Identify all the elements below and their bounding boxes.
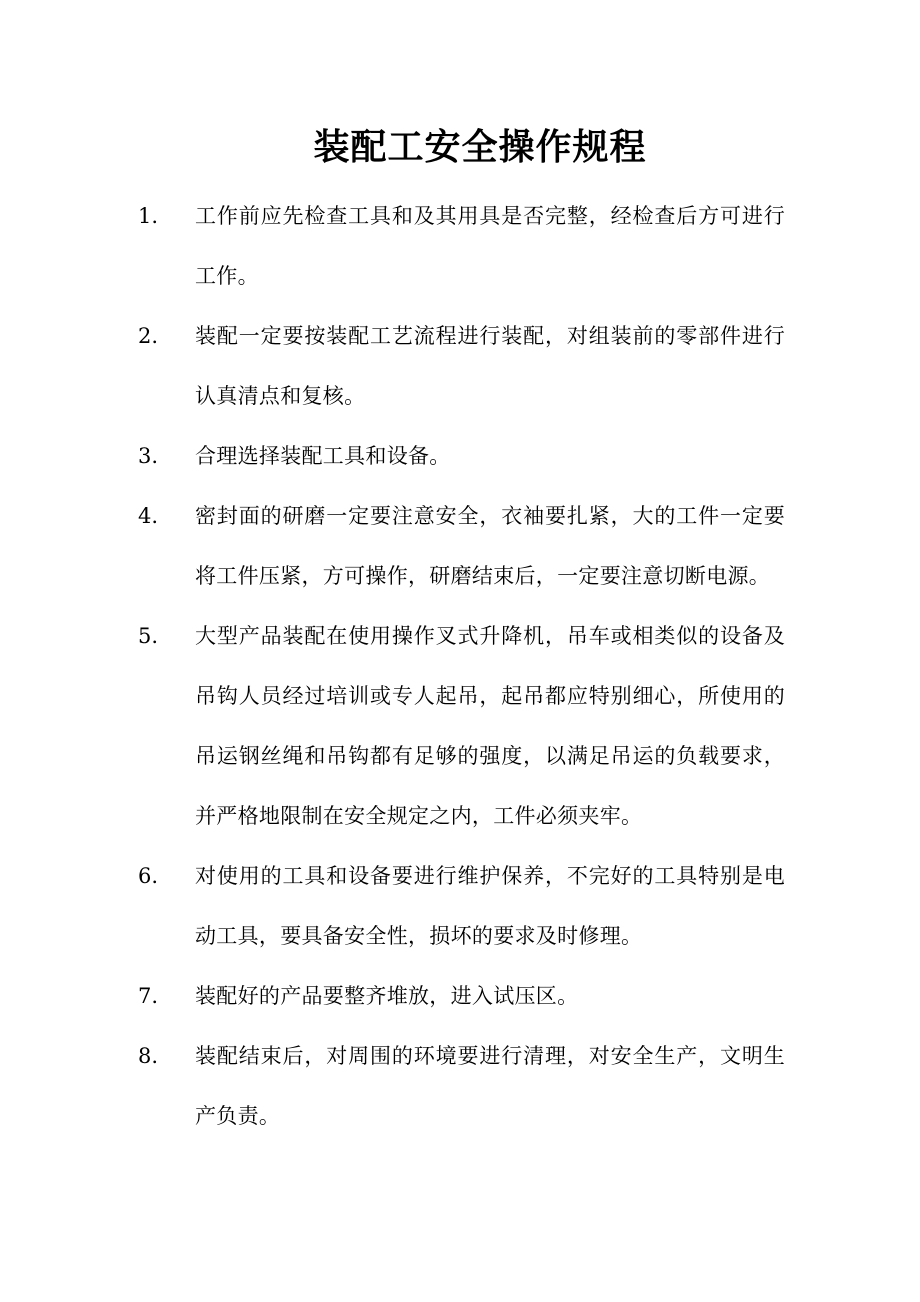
item-number: 8. (138, 1044, 159, 1068)
item-number: 1. (138, 204, 159, 228)
item-number: 6. (138, 864, 159, 888)
item-text: 工作前应先检查工具和及其用具是否完整，经检查后方可进行工作。 (195, 204, 785, 288)
item-text: 装配结束后，对周围的环境要进行清理，对安全生产，文明生产负责。 (195, 1044, 785, 1128)
list-item (0, 186, 920, 306)
item-text: 装配好的产品要整齐堆放，进入试压区。 (195, 984, 579, 1008)
list-item (0, 426, 920, 486)
list-item (0, 486, 920, 606)
list-item (0, 1026, 920, 1146)
document-title: 装配工安全操作规程 (313, 127, 647, 168)
item-text: 密封面的研磨一定要注意安全，衣袖要扎紧，大的工件一定要将工件压紧，方可操作，研磨结束后，一定要注意切断电源。 (195, 504, 785, 588)
list-item (0, 606, 920, 846)
list-item (0, 966, 920, 1026)
item-number: 4. (138, 504, 159, 528)
item-number: 3. (138, 444, 159, 468)
list-item (0, 306, 920, 426)
rules-list (0, 186, 920, 1146)
list-item (0, 846, 920, 966)
item-text: 装配一定要按装配工艺流程进行装配，对组装前的零部件进行认真清点和复核。 (195, 324, 785, 408)
item-text: 对使用的工具和设备要进行维护保养，不完好的工具特别是电动工具，要具备安全性，损坏的要求及时修理。 (195, 864, 785, 948)
item-number: 7. (138, 984, 159, 1008)
item-text: 合理选择装配工具和设备。 (195, 444, 451, 468)
item-number: 5. (138, 624, 159, 648)
item-text: 大型产品装配在使用操作叉式升降机，吊车或相类似的设备及吊钩人员经过培训或专人起吊，起吊都应特别细心，所使用的吊运钢丝绳和吊钩都有足够的强度，以满足吊运的负载要求，并严格地限制在安全规定之内，工件必须夹牢。 (195, 624, 785, 828)
item-number: 2. (138, 324, 159, 348)
